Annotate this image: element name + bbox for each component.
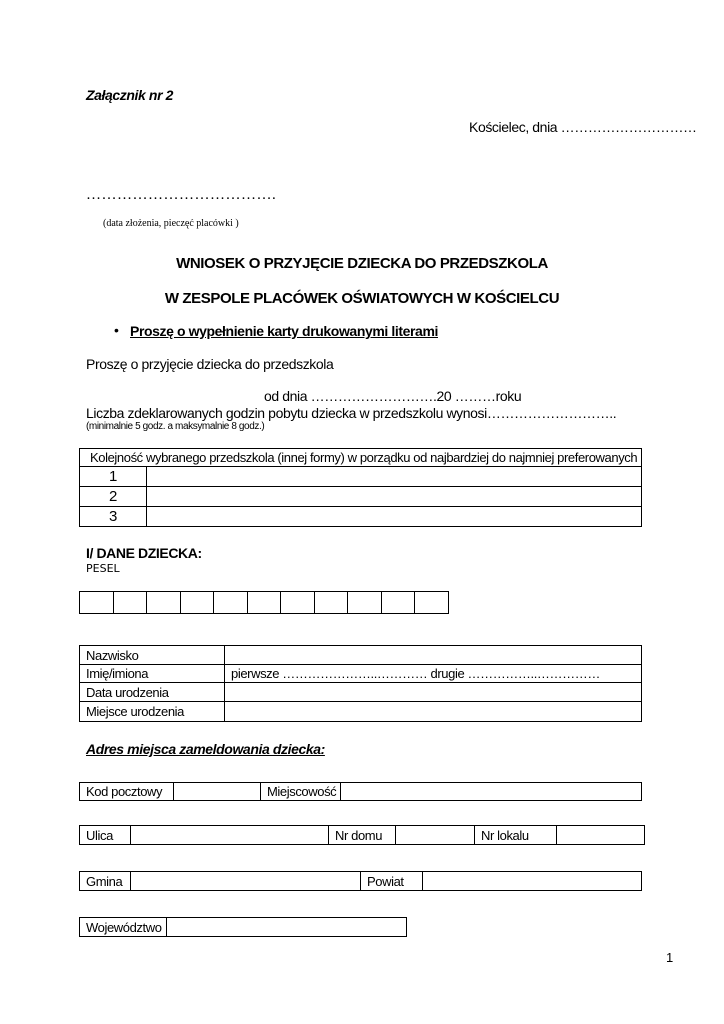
dots-line: ………………………………. [86,187,277,203]
pesel-digit-box[interactable] [281,592,315,614]
hours-note: (minimalnie 5 godz. a maksymalnie 8 godz.) [86,421,265,432]
pesel-digit-box[interactable] [80,592,114,614]
pesel-digit-box[interactable] [113,592,147,614]
street-label: Ulica [80,826,131,845]
bullet-icon: • [114,322,119,338]
pesel-digit-box[interactable] [415,592,449,614]
place-date: Kościelec, dnia ………………………… [469,119,697,135]
commune-label: Gmina [80,872,131,891]
voivodeship-label: Województwo [80,918,167,937]
address-row-voivodeship [79,917,407,937]
hours-text: Liczba zdeklarowanych godzin pobytu dziecka w przedszkolu wynosi……………………….. [86,405,617,421]
preference-field-3[interactable] [147,507,642,527]
pesel-digit-box[interactable] [147,592,181,614]
postal-code-label: Kod pocztowy [80,783,174,801]
flat-no-field[interactable] [557,826,645,845]
voivodeship-field[interactable] [167,918,407,937]
birth-date-label: Data urodzenia [80,683,225,702]
pesel-digit-box[interactable] [381,592,415,614]
bullet-instruction: Proszę o wypełnienie karty drukowanymi literami [130,323,438,339]
pesel-digit-box[interactable] [214,592,248,614]
preference-number: 1 [80,467,147,487]
page-number: 1 [666,950,673,965]
house-no-label: Nr domu [329,826,396,845]
pesel-digit-box[interactable] [247,592,281,614]
city-label: Miejscowość [261,783,341,801]
birth-place-label: Miejsce urodzenia [80,702,225,722]
from-date: od dnia ……………………….20 ………roku [264,388,522,404]
names-label: Imię/imiona [80,665,225,683]
title-line-2: W ZESPOLE PLACÓWEK OŚWIATOWYCH W KOŚCIELCU [164,290,560,307]
dots-caption: (data złożenia, pieczęć placówki ) [103,218,239,229]
pesel-digit-box[interactable] [314,592,348,614]
surname-field[interactable] [225,646,642,665]
preference-field-2[interactable] [147,487,642,507]
address-row-street [79,825,645,845]
pesel-digit-box[interactable] [180,592,214,614]
flat-no-label: Nr lokalu [475,826,557,845]
house-no-field[interactable] [396,826,475,845]
pesel-digit-box[interactable] [348,592,382,614]
section-child-heading: I/ DANE DZIECKA: [86,545,202,561]
preference-table [79,448,642,527]
birth-place-field[interactable] [225,702,642,722]
preference-field-1[interactable] [147,467,642,487]
preference-number: 2 [80,487,147,507]
street-field[interactable] [131,826,329,845]
annex-label: Załącznik nr 2 [86,87,173,103]
address-row-commune [79,871,642,891]
pesel-label: PESEL [86,562,120,575]
child-data-table [79,645,642,722]
birth-date-field[interactable] [225,683,642,702]
names-field[interactable]: pierwsze …………………..………… drugie ……………..…………… [225,665,642,683]
county-field[interactable] [423,872,642,891]
postal-code-field[interactable] [174,783,261,801]
surname-label: Nazwisko [80,646,225,665]
commune-field[interactable] [131,872,361,891]
pesel-boxes [79,591,449,614]
title-line-1: WNIOSEK O PRZYJĘCIE DZIECKA DO PRZEDSZKOLA [176,255,548,272]
preference-number: 3 [80,507,147,527]
city-field[interactable] [341,783,642,801]
address-row-postal [79,782,642,801]
address-heading: Adres miejsca zameldowania dziecka: [86,741,325,757]
county-label: Powiat [361,872,423,891]
request-text: Proszę o przyjęcie dziecka do przedszkola [86,356,334,372]
preference-header: Kolejność wybranego przedszkola (innej formy) w porządku od najbardziej do najmniej preferowanych [80,449,642,467]
